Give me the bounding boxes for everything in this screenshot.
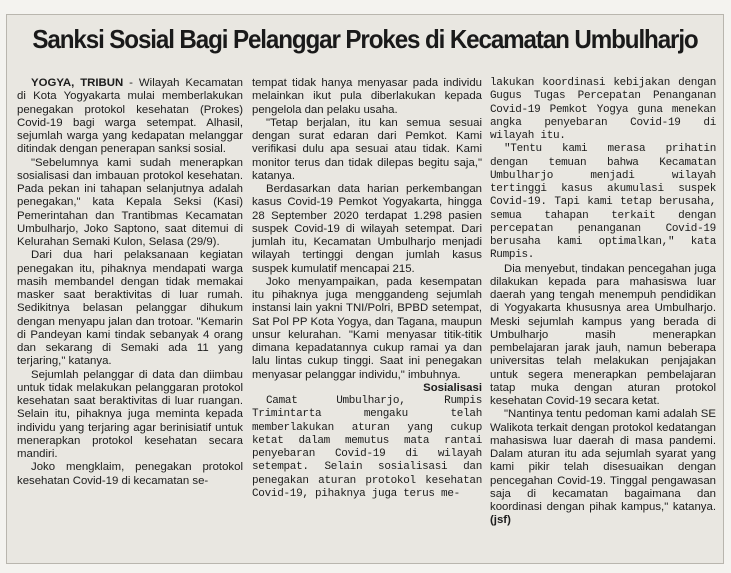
paragraph: "Nantinya tentu pedoman kami adalah SE Walikota terkait dengan protokol kedatangan mahasiswa luar daerah di masa pandemi. Dalam aturan itu ada sejumlah syarat yang kami pikir telah disesuaikan dengan pencegahan Covid-19. Tinggal pengawasan saja di kecamatan bagaimana dan koordinasi dengan pihak kampus," katanya. (jsf) (490, 408, 716, 527)
paragraph: tempat tidak hanya menyasar pada individu melainkan ikut pula diberlakukan kepada pengelola dan pelaku usaha. (252, 77, 482, 116)
lead-paragraph: YOGYA, TRIBUN - Wilayah Kecamatan di Kota Yogyakarta mulai memberlakukan penegakan protokol kesehatan (Prokes) Covid-19 bagi warga setempat. Alhasil, sejumlah warga yang kedapatan melanggar ditindak dengan penerapan sanksi sosial. (17, 77, 243, 156)
paragraph: Joko menyampaikan, pada kesempatan itu pihaknya juga menggandeng sejumlah instansi lain yakni TNI/Polri, BPBD setempat, Sat Pol PP Kota Yogya, dan Tagana, maupun unsur kelurahan. "Kami menyasar titik-titik dimana kepadatannya cukup ramai ya dan lalu lintas cukup tinggi. Saat ini penegakan menyasar pelanggar individu," imbuhnya. (252, 275, 482, 381)
column-2 (252, 77, 482, 501)
paragraph: "Sebelumnya kami sudah menerapkan sosialisasi dan imbauan protokol kesehatan. Pada pekan ini tahapan selanjutnya adalah penegakan," kata Kepala Seksi (Kasi) Pemerintahan dan Trantibmas Kecamatan Umbulharjo, Joko Saptono, saat ditemui di Kelurahan Semaki Kulon, Selasa (29/9). (17, 156, 243, 248)
paragraph: "Tetap berjalan, itu kan semua sesuai dengan surat edaran dari Pemkot. Kami verifikasi dulu apa sesuai atau tidak. Kami monitor terus dan tidak dilepas begitu saja," katanya. (252, 116, 482, 182)
paragraph: "Tentu kami merasa prihatin dengan temuan bahwa Kecamatan Umbulharjo menjadi wilayah tertinggi kasus akumulasi suspek Covid-19. Tapi kami tetap berusaha, semua tahapan terkait dengan percepatan penanganan Covid-19 berusaha kami optimalkan," kata Rumpis. (490, 143, 716, 262)
column-1 (17, 77, 243, 488)
paragraph: Joko mengklaim, penegakan protokol kesehatan Covid-19 di kecamatan se- (17, 461, 243, 487)
paragraph: Dari dua hari pelaksanaan kegiatan penegakan itu, pihaknya mendapati warga masih membandel dengan tidak memakai masker saat beraktivitas di luar rumah. Sedikitnya belasan pelanggar dihukum dengan menyapu jalan dan trotoar. "Kemarin di Pandeyan kami tindak sebanyak 4 orang dan sekarang di Semaki ada 11 yang terjaring," katanya. (17, 249, 243, 368)
subheading: Sosialisasi (423, 381, 482, 394)
paragraph: Dia menyebut, tindakan pencegahan juga dilakukan kepada para mahasiswa luar daerah yang tengah menempuh pendidikan di Yogyakarta khususnya area Umbulharjo. Meski sejumlah kampus yang berada di Umbulharjo masih menerapkan pembelajaran jarak jauh, namun beberapa universitas telah melakukan penjajakan untuk segera menerapkan pembelajaran tatap muka dengan aturan protokol kesehatan Covid-19 secara ketat. (490, 262, 716, 407)
author-signature: (jsf) (490, 514, 511, 527)
paragraph: Sejumlah pelanggar di data dan diimbau untuk tidak melakukan pelanggaran protokol kesehatan saat beraktivitas di luar ruangan. Selain itu, pihaknya juga meminta kepada individu yang terjaring agar berinisiatif untuk menerapkan protokol kesehatan secara mandiri. (17, 368, 243, 460)
newspaper-clipping (6, 14, 724, 564)
paragraph: lakukan koordinasi kebijakan dengan Gugus Tugas Percepatan Penanganan Covid-19 Pemkot Yogya guna menekan angka penyebaran Covid-19 di wilayah itu. (490, 77, 716, 142)
paragraph: Camat Umbulharjo, Rumpis Trimintarta mengaku telah memberlakukan aturan yang cukup ketat dalam memutus mata rantai penyebaran Covid-19 di wilayah setempat. Selain sosialisasi dan penegakan aturan protokol kesehatan Covid-19, pihaknya juga terus me- (252, 395, 482, 500)
headline: Sanksi Sosial Bagi Pelanggar Prokes di Kecamatan Umbulharjo (32, 24, 698, 54)
dateline: YOGYA, TRIBUN (31, 77, 124, 89)
column-3 (490, 77, 716, 528)
paragraph: Berdasarkan data harian perkembangan kasus Covid-19 Pemkot Yogyakarta, hingga 28 September 2020 terdapat 1.298 pasien suspek Covid-19 di wilayah setempat. Dari jumlah itu, Kecamatan Umbulharjo menjadi wilayah tertinggi dengan jumlah kasus suspek kumulatif mencapai 215. (252, 183, 482, 275)
